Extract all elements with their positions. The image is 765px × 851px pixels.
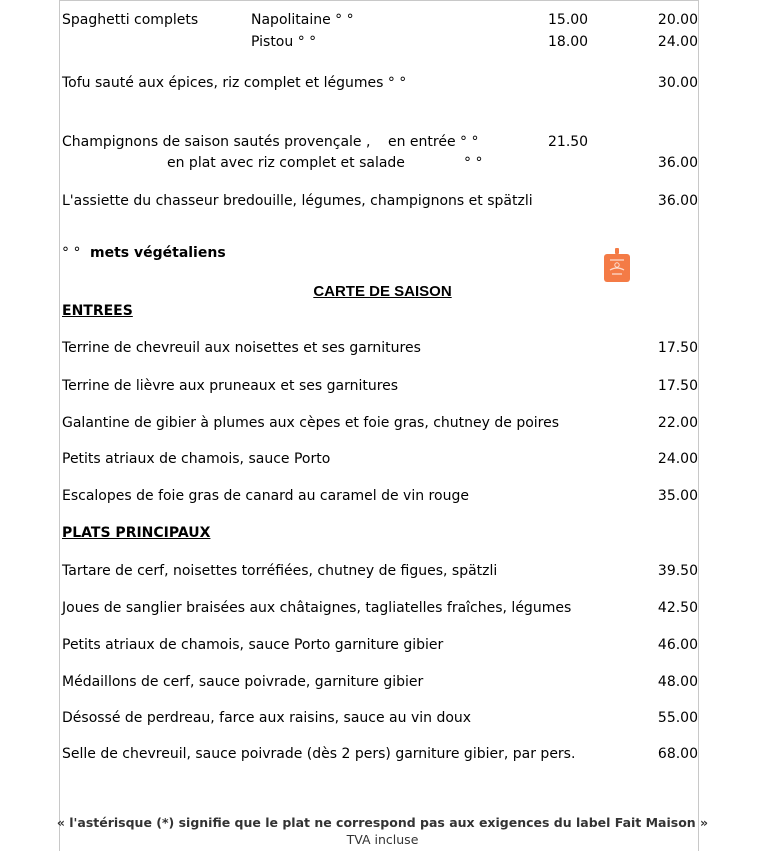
item-name: Champignons de saison sautés provençale , — [62, 134, 371, 150]
item-name: L'assiette du chasseur bredouille, légumes, champignons et spätzli — [62, 193, 533, 209]
item-price: 36.00 — [657, 155, 698, 171]
plat-price: 46.00 — [657, 637, 698, 653]
item-variant: Pistou ° ° — [251, 34, 317, 50]
item-price-large: 20.00 — [657, 12, 698, 28]
entree-name: Terrine de chevreuil aux noisettes et ses garnitures — [62, 340, 421, 356]
item-name: Tofu sauté aux épices, riz complet et légumes ° ° — [62, 75, 407, 91]
item-price: 30.00 — [657, 75, 698, 91]
plat-price: 42.50 — [657, 600, 698, 616]
entree-name: Petits atriaux de chamois, sauce Porto — [62, 451, 331, 467]
entree-name: Escalopes de foie gras de canard au caramel de vin rouge — [62, 488, 469, 504]
plat-price: 39.50 — [657, 563, 698, 579]
item-variant: Napolitaine ° ° — [251, 12, 354, 28]
section-title-plats: PLATS PRINCIPAUX — [62, 525, 211, 541]
entree-name: Terrine de lièvre aux pruneaux et ses garnitures — [62, 378, 399, 394]
item-variant: en entrée ° ° — [388, 134, 479, 150]
item-price-large: 24.00 — [657, 34, 698, 50]
item-variant: en plat avec riz complet et salade — [167, 155, 405, 171]
entree-price: 17.50 — [657, 378, 698, 394]
section-title-entrees: ENTREES — [62, 303, 133, 319]
plat-price: 55.00 — [657, 710, 698, 726]
item-price-small: 15.00 — [548, 12, 589, 28]
vegan-marks: ° ° — [464, 155, 483, 171]
entree-price: 17.50 — [657, 340, 698, 356]
fait-maison-note: « l'astérisque (*) signifie que le plat ne correspond pas aux exigences du label Fait Maison » — [56, 815, 709, 830]
plat-name: Selle de chevreuil, sauce poivrade (dès 2 pers) garniture gibier, par pers. — [62, 746, 576, 762]
plat-price: 48.00 — [657, 674, 698, 690]
plat-name: Tartare de cerf, noisettes torréfiées, chutney de figues, spätzli — [62, 563, 498, 579]
vegan-marks: ° ° — [62, 245, 81, 261]
plat-name: Joues de sanglier braisées aux châtaignes, tagliatelles fraîches, légumes — [62, 600, 572, 616]
entree-price: 22.00 — [657, 415, 698, 431]
plat-name: Médaillons de cerf, sauce poivrade, garniture gibier — [62, 674, 424, 690]
fait-maison-logo-icon — [603, 248, 631, 282]
plat-price: 68.00 — [657, 746, 698, 762]
vegan-legend: mets végétaliens — [90, 245, 226, 261]
item-price: 36.00 — [657, 193, 698, 209]
tva-note: TVA incluse — [346, 832, 419, 847]
entree-name: Galantine de gibier à plumes aux cèpes et foie gras, chutney de poires — [62, 415, 560, 431]
item-price-small: 21.50 — [548, 134, 589, 150]
entree-price: 24.00 — [657, 451, 698, 467]
season-title: CARTE DE SAISON — [313, 283, 452, 300]
entree-price: 35.00 — [657, 488, 698, 504]
item-name: Spaghetti complets — [62, 12, 199, 28]
item-price-small: 18.00 — [548, 34, 589, 50]
plat-name: Petits atriaux de chamois, sauce Porto garniture gibier — [62, 637, 444, 653]
plat-name: Désossé de perdreau, farce aux raisins, sauce au vin doux — [62, 710, 472, 726]
